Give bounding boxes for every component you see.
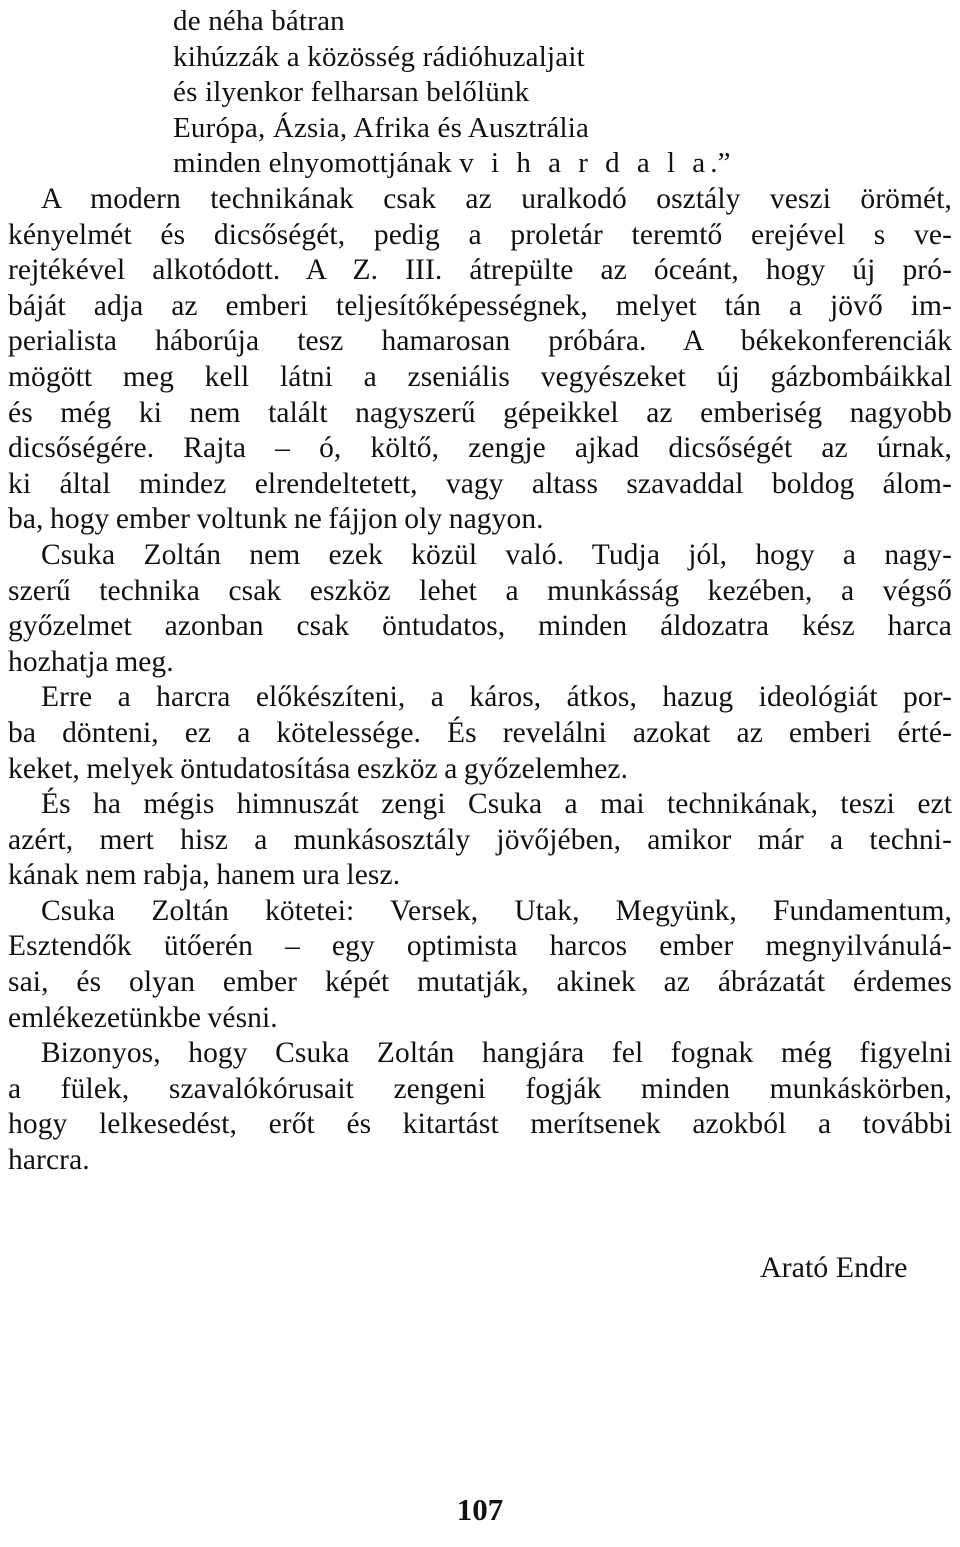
paragraph-line: kának nem rabja, hanem ura lesz. [8, 859, 401, 892]
closing-quote: .” [710, 147, 731, 179]
paragraph-line: harcra. [8, 1144, 90, 1177]
paragraph-line: hogy lelkesedést, erőt és kitartást merítsenek azokból a további [8, 1108, 952, 1141]
paragraph-line: szerű technika csak eszköz lehet a munkásság kezében, a végső [8, 574, 952, 607]
spaced-emphasis: v i h a r d a l a [459, 147, 711, 179]
paragraph-line: Csuka Zoltán kötetei: Versek, Utak, Megyünk, Fundamentum, [41, 894, 952, 927]
author-signature: Arató Endre [760, 1251, 908, 1284]
paragraph-line: Bizonyos, hogy Csuka Zoltán hangjára fel fognak még figyelni [41, 1037, 952, 1070]
paragraph-line: Erre a harcra előkészíteni, a káros, átkos, hazug ideológiát por- [41, 681, 952, 714]
verse-line: Európa, Ázsia, Afrika és Ausztrália [173, 111, 590, 144]
paragraph-line: azért, mert hisz a munkásosztály jövőjében, amikor már a techni- [8, 823, 952, 856]
paragraph-line: És ha mégis himnuszát zengi Csuka a mai technikának, teszi ezt [41, 788, 952, 821]
paragraph-line: ba dönteni, ez a kötelessége. És revelálni azokat az emberi érté- [8, 716, 952, 749]
verse-quote [173, 4, 893, 182]
paragraph-line: kényelmét és dicsőségét, pedig a proletár teremtő erejével s ve- [8, 218, 952, 251]
paragraph-line: győzelmet azonban csak öntudatos, minden áldozatra kész harca [8, 610, 952, 643]
paragraph-line: A modern technikának csak az uralkodó osztály veszi örömét, [41, 183, 952, 215]
paragraph-line: hozhatja meg. [8, 645, 174, 678]
page-number: 107 [456, 1492, 504, 1527]
paragraph-line: báját adja az emberi teljesítőképességnek, melyet tán a jövő im- [8, 289, 952, 322]
paragraph-line: dicsőségére. Rajta – ó, költő, zengje ajkad dicsőségét az úrnak, [8, 432, 952, 465]
verse-line [173, 146, 893, 182]
paragraph-line: rejtékével alkotódott. A Z. III. átrepülte az óceánt, hogy új pró- [8, 254, 952, 287]
paragraph-line: perialista háborúja tesz hamarosan próbára. A békekonferenciák [8, 325, 952, 358]
paragraph-line: sai, és olyan ember képét mutatják, akinek az ábrázatát érdemes [8, 966, 952, 999]
paragraph-line: Esztendők ütőerén – egy optimista harcos ember megnyilvánulá- [8, 930, 952, 963]
paragraph-line: Csuka Zoltán nem ezek közül való. Tudja jól, hogy a nagy- [41, 538, 952, 571]
verse-line: és ilyenkor felharsan belőlünk [173, 76, 530, 108]
paragraph-line: a fülek, szavalókórusait zengeni fogják minden munkáskörben, [8, 1072, 952, 1105]
paragraph-line: ba, hogy ember voltunk ne fájjon oly nagyon. [8, 503, 544, 536]
paragraph-line: és még ki nem talált nagyszerű gépeikkel az emberiség nagyobb [8, 396, 952, 429]
paragraph-line: keket, melyek öntudatosítása eszköz a győzelemhez. [8, 752, 629, 785]
paragraph-line: emlékezetünkbe vésni. [8, 1001, 278, 1034]
paragraph-line: ki által mindez elrendeltetett, vagy altass szavaddal boldog álom- [8, 467, 952, 500]
verse-line: de néha bátran [173, 5, 345, 37]
verse-line-text: minden elnyomottjának [173, 147, 460, 179]
verse-line: kihúzzák a közösség rádióhuzaljait [173, 40, 585, 73]
paragraph-line: mögött meg kell látni a zseniális vegyészeket új gázbombáikkal [8, 360, 952, 393]
body-text [8, 182, 952, 1179]
